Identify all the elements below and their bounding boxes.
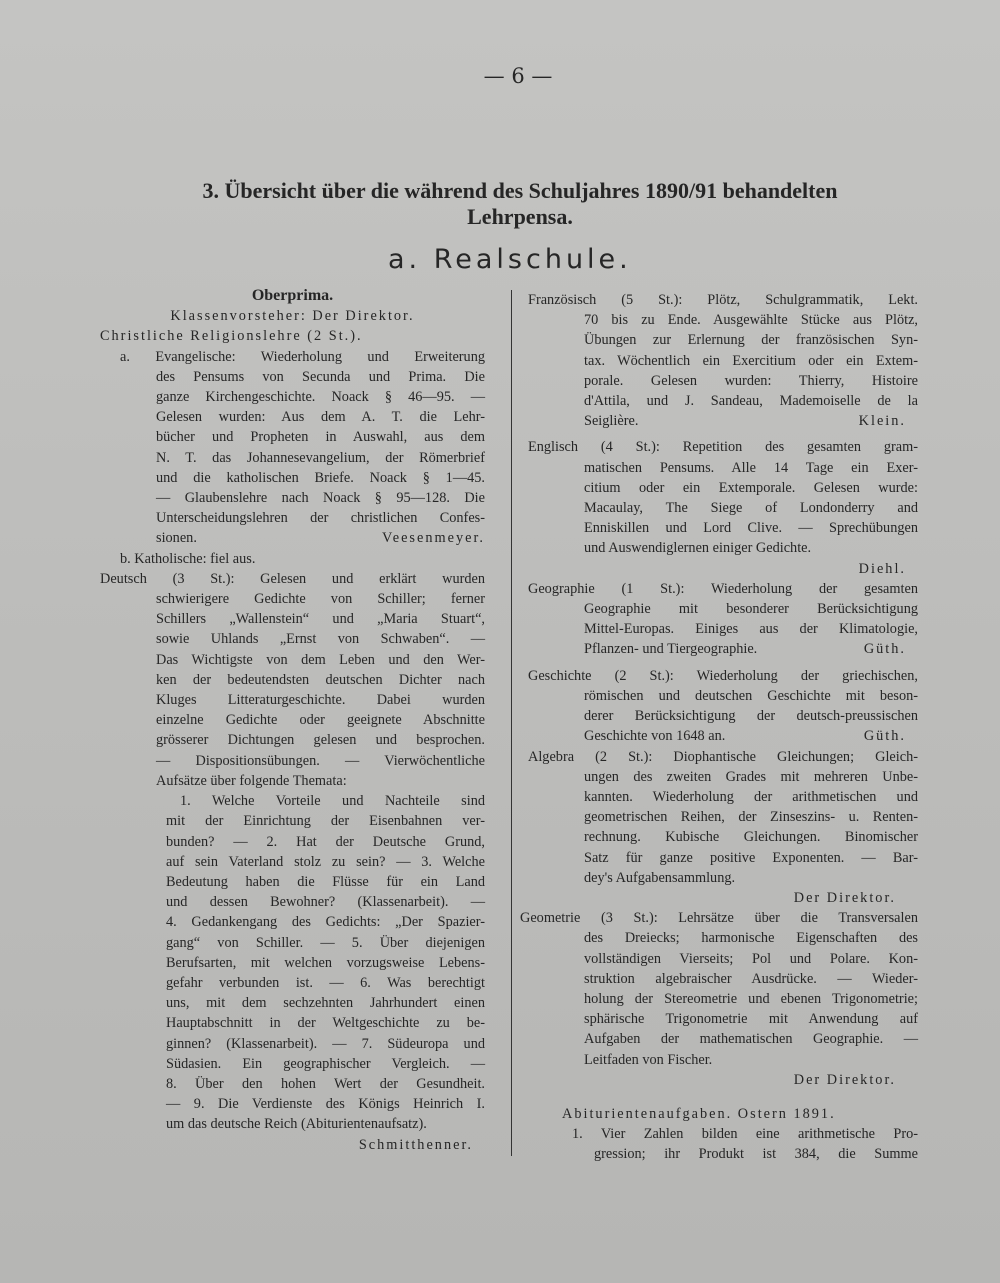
text-line: vollständigen Vierseits; Pol und Polare. Kon- bbox=[584, 950, 918, 967]
text-line: sionen. bbox=[156, 530, 197, 547]
text-line: des Pensums von Secunda und Prima. Die bbox=[156, 368, 485, 385]
essay-topic: 8. Über den hohen Wert der Gesundheit. bbox=[166, 1075, 485, 1092]
text-line: — Glaubenslehre nach Noack § 95—128. Die bbox=[156, 490, 485, 507]
text-line: — Dispositionsübungen. — Vierwöchentliche bbox=[156, 752, 485, 769]
text-line: d'Attila, und J. Sandeau, Mademoiselle de la bbox=[584, 393, 918, 410]
text-line: Enniskillen und Lord Clive. — Sprechübungen bbox=[584, 520, 918, 537]
text-line: ken der bedeutendsten deutschen Dichter nach bbox=[156, 671, 485, 688]
text-line: und Auswendiglernen einiger Gedichte. bbox=[584, 540, 812, 557]
essay-topic: Hauptabschnitt in der Weltgeschichte zu be- bbox=[166, 1015, 485, 1032]
essay-topic: bunden? — 2. Hat der Deutsche Grund, bbox=[166, 833, 485, 850]
text-line: grösserer Dichtungen gelesen und besprochen. bbox=[156, 732, 485, 749]
exam-heading: Abiturientenaufgaben. Ostern 1891. bbox=[562, 1105, 836, 1122]
left-column bbox=[100, 286, 485, 1155]
text-line: sowie Uhlands „Ernst von Schwaben“. — bbox=[156, 631, 485, 648]
teacher-signature: Der Direktor. bbox=[793, 1071, 896, 1088]
essay-topic: mit der Einrichtung der Eisenbahnen ver- bbox=[166, 813, 485, 830]
subject-heading: Französisch (5 St.): Plötz, Schulgrammatik, Lekt. bbox=[528, 292, 918, 308]
text-line: Macaulay, The Siege of Londonderry and bbox=[584, 500, 918, 517]
text-line: Schillers „Wallenstein“ und „Maria Stuart“, bbox=[156, 611, 485, 628]
section-heading bbox=[160, 178, 880, 230]
subject-heading: Algebra (2 St.): Diophantische Gleichungen; Gleich- bbox=[528, 748, 918, 765]
text-line: 70 bis zu Ende. Ausgewählte Stücke aus Plötz, bbox=[584, 312, 918, 329]
exam-task-line: gression; ihr Produkt ist 384, die Summe bbox=[594, 1146, 918, 1163]
text-line: einzelne Gedichte oder geeignete Abschnitte bbox=[156, 712, 485, 729]
teacher-signature: Güth. bbox=[863, 641, 906, 658]
text-line: b. Katholische: fiel aus. bbox=[120, 550, 256, 567]
text-line: struktion algebraischer Ausdrücke. — Wieder- bbox=[584, 970, 918, 987]
text-line: sphärische Trigonometrie mit Anwendung auf bbox=[584, 1011, 918, 1028]
text-line: Gelesen wurden: Aus dem A. T. die Lehr- bbox=[156, 409, 485, 426]
page-number: — 6 — bbox=[483, 64, 553, 88]
text-line: Pflanzen- und Tiergeographie. bbox=[584, 641, 758, 658]
text-line: rechnung. Kubische Gleichungen. Binomischer bbox=[584, 829, 918, 846]
text-line: bücher und Propheten in Auswahl, aus dem bbox=[156, 429, 485, 446]
teacher-signature: Schmitthenner. bbox=[358, 1136, 473, 1153]
subject-heading: Englisch (4 St.): Repetition des gesamten gram- bbox=[528, 439, 918, 456]
text-line: Klassenvorsteher: Der Direktor. bbox=[170, 308, 415, 325]
text-line: matischen Pensums. Alle 14 Tage ein Exer- bbox=[584, 459, 918, 476]
text-line: porale. Gelesen wurden: Thierry, Histoire bbox=[584, 372, 918, 389]
text-line: a. Evangelische: Wiederholung und Erweiterung bbox=[120, 348, 485, 365]
teacher-signature: Diehl. bbox=[858, 560, 906, 577]
essay-topic: ginnen? (Klassenarbeit). — 7. Südeuropa und bbox=[166, 1035, 485, 1052]
text-line: N. T. das Johannesevangelium, der Römerbrief bbox=[156, 449, 485, 466]
essay-topic: auf sein Vaterland stolz zu sein? — 3. Welche bbox=[166, 853, 485, 870]
text-line: Das Wichtigste von dem Leben und den Wer- bbox=[156, 651, 485, 668]
text-line: derer Berücksichtigung der deutsch-preussischen bbox=[584, 708, 918, 725]
subject-heading: Deutsch (3 St.): Gelesen und erklärt wurden bbox=[100, 570, 485, 587]
text-line: und die katholischen Briefe. Noack § 1—45. bbox=[156, 469, 485, 486]
text-line: Kluges Litteraturgeschichte. Dabei wurden bbox=[156, 692, 485, 709]
essay-topic: uns, mit dem sechzehnten Jahrhundert einen bbox=[166, 995, 485, 1012]
exam-task-line: 1. Vier Zahlen bilden eine arithmetische Pro- bbox=[572, 1126, 918, 1143]
text-line: schwierigere Gedichte von Schiller; ferner bbox=[156, 591, 485, 608]
text-line: dey's Aufgabensammlung. bbox=[584, 869, 736, 886]
class-title: Oberprima. bbox=[251, 287, 334, 304]
subject-heading: Geschichte (2 St.): Wiederholung der griechischen, bbox=[528, 667, 918, 684]
text-line: Aufgaben der mathematischen Geographie. — bbox=[584, 1031, 918, 1048]
essay-topic: gefahr verbunden ist. — 6. Was berechtigt bbox=[166, 974, 485, 991]
text-line: Satz für ganze positive Exponenten. — Bar- bbox=[584, 849, 918, 866]
subject-heading: Christliche Religionslehre (2 St.). bbox=[100, 328, 363, 345]
essay-topic: gang“ von Schiller. — 5. Über diejenigen bbox=[166, 934, 485, 951]
text-line: römischen und deutschen Geschichte mit beson- bbox=[584, 687, 918, 704]
teacher-signature: Güth. bbox=[863, 728, 906, 745]
text-line: kannten. Wiederholung der arithmetischen und bbox=[584, 788, 918, 805]
text-line: Aufsätze über folgende Themata: bbox=[156, 772, 347, 789]
essay-topic: und dessen Bewohner? (Klassenarbeit). — bbox=[166, 894, 485, 911]
essay-topic: Südasien. Ein geographischer Vergleich. — bbox=[166, 1055, 485, 1072]
text-line: Mittel-Europas. Einiges aus der Klimatologie, bbox=[584, 621, 918, 638]
text-line: geometrischen Reihen, der Zinseszins- u. Renten- bbox=[584, 809, 918, 826]
heading-line-1: 3. Übersicht über die während des Schuljahres 1890/91 behandelten bbox=[202, 178, 838, 203]
right-column bbox=[520, 290, 918, 1165]
text-line: des Dreiecks; harmonische Eigenschaften des bbox=[584, 930, 918, 947]
text-line: tax. Wöchentlich ein Exercitium oder ein Extem- bbox=[584, 352, 918, 369]
essay-topic: 4. Gedankengang des Gedichts: „Der Spazier- bbox=[166, 914, 485, 931]
essay-topic: Bedeutung haben die Flüsse für ein Land bbox=[166, 873, 485, 890]
text-line: Seiglière. bbox=[584, 413, 639, 430]
text-line: Geschichte von 1648 an. bbox=[584, 728, 726, 745]
text-line: ungen des zweiten Grades mit mehreren Unbe- bbox=[584, 768, 918, 785]
text-line: holung der Stereometrie und ebenen Trigonometrie; bbox=[584, 990, 918, 1007]
teacher-signature: Der Direktor. bbox=[793, 889, 896, 906]
essay-topic: um das deutsche Reich (Abiturientenaufsatz). bbox=[166, 1116, 427, 1133]
text-line: Übungen zur Erlernung der französischen Syn- bbox=[584, 332, 918, 349]
essay-topic: 1. Welche Vorteile und Nachteile sind bbox=[180, 793, 485, 810]
text-line: Leitfaden von Fischer. bbox=[584, 1051, 713, 1068]
subject-heading: Geographie (1 St.): Wiederholung der gesamten bbox=[528, 580, 918, 597]
school-heading: a. Realschule. bbox=[388, 244, 632, 275]
column-divider bbox=[511, 290, 512, 1156]
text-line: Geographie mit besonderer Berücksichtigung bbox=[584, 601, 918, 618]
subject-heading: Geometrie (3 St.): Lehrsätze über die Transversalen bbox=[520, 910, 918, 927]
essay-topic: Berufsarten, mit welchen vorzugsweise Lebens- bbox=[166, 954, 485, 971]
heading-line-2: Lehrpensa. bbox=[467, 204, 573, 229]
essay-topic: — 9. Die Verdienste des Königs Heinrich I. bbox=[166, 1096, 485, 1113]
text-line: Unterscheidungslehren der christlichen Confes- bbox=[156, 510, 485, 527]
text-line: ganze Kirchengeschichte. Noack § 46—95. — bbox=[156, 389, 485, 406]
teacher-signature: Veesenmeyer. bbox=[382, 530, 485, 547]
teacher-signature: Klein. bbox=[858, 413, 906, 430]
text-line: citium oder ein Extemporale. Gelesen wurde: bbox=[584, 479, 918, 496]
